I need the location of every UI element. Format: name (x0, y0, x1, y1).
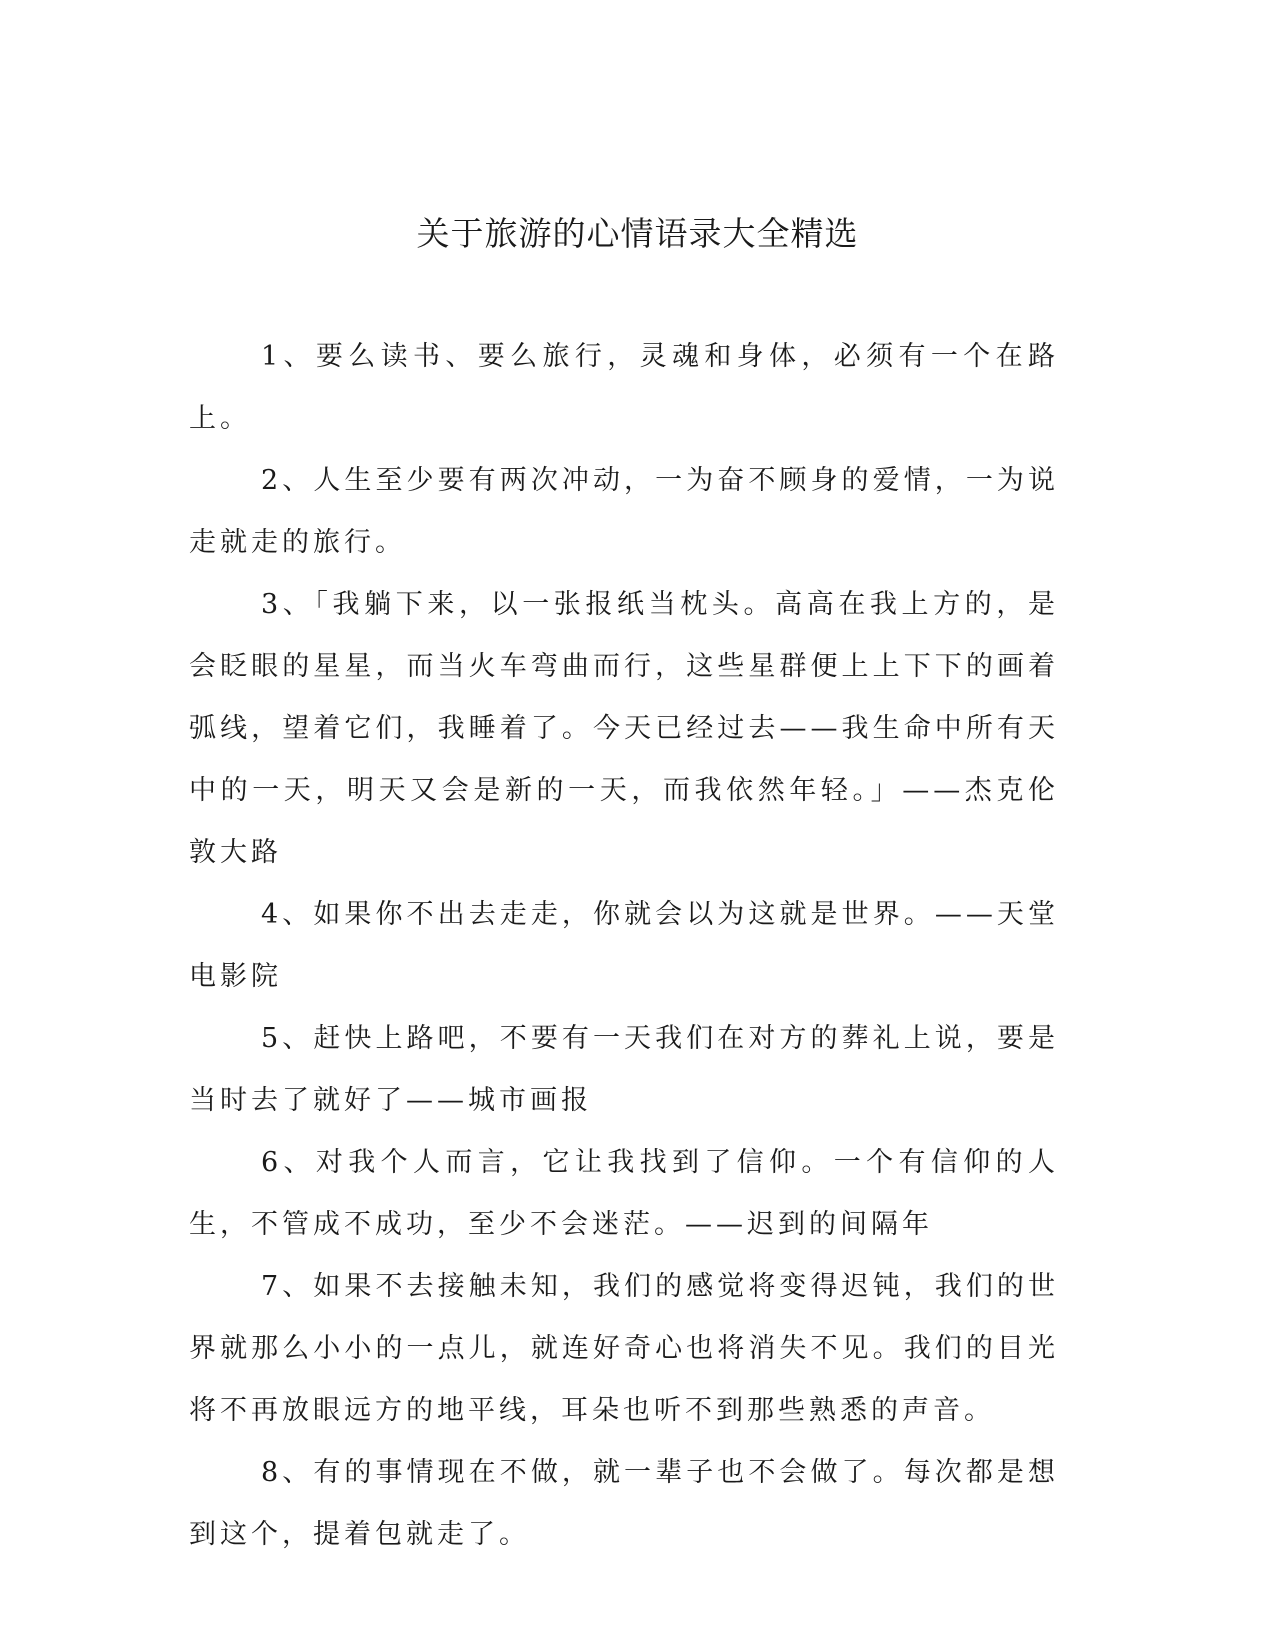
quote-paragraph-5: 5、赶快上路吧，不要有一天我们在对方的葬礼上说，要是当时去了就好了——城市画报 (189, 1023, 1059, 1116)
quote-paragraph-7: 7、如果不去接触未知，我们的感觉将变得迟钝，我们的世界就那么小小的一点儿，就连好奇心也将消失不见。我们的目光将不再放眼远方的地平线，耳朵也听不到那些熟悉的声音。 (189, 1271, 1059, 1426)
quote-paragraph-6: 6、对我个人而言，它让我找到了信仰。一个有信仰的人生，不管成不成功，至少不会迷茫。——迟到的间隔年 (189, 1147, 1059, 1240)
quote-paragraph-2: 2、人生至少要有两次冲动，一为奋不顾身的爱情，一为说走就走的旅行。 (189, 465, 1059, 558)
quote-paragraph-3: 3、「我躺下来，以一张报纸当枕头。高高在我上方的，是会眨眼的星星，而当火车弯曲而行，这些星群便上上下下的画着弧线，望着它们，我睡着了。今天已经过去——我生命中所有天中的一天，明天又会是新的一天，而我依然年轻。」——杰克伦敦大路 (189, 589, 1059, 868)
document-body (189, 326, 1059, 1566)
document-title: 关于旅游的心情语录大全精选 (416, 214, 859, 253)
quote-paragraph-1: 1、要么读书、要么旅行，灵魂和身体，必须有一个在路上。 (189, 341, 1059, 434)
quote-paragraph-4: 4、如果你不出去走走，你就会以为这就是世界。——天堂电影院 (189, 899, 1059, 992)
quote-paragraph-8: 8、有的事情现在不做，就一辈子也不会做了。每次都是想到这个，提着包就走了。 (189, 1457, 1059, 1550)
